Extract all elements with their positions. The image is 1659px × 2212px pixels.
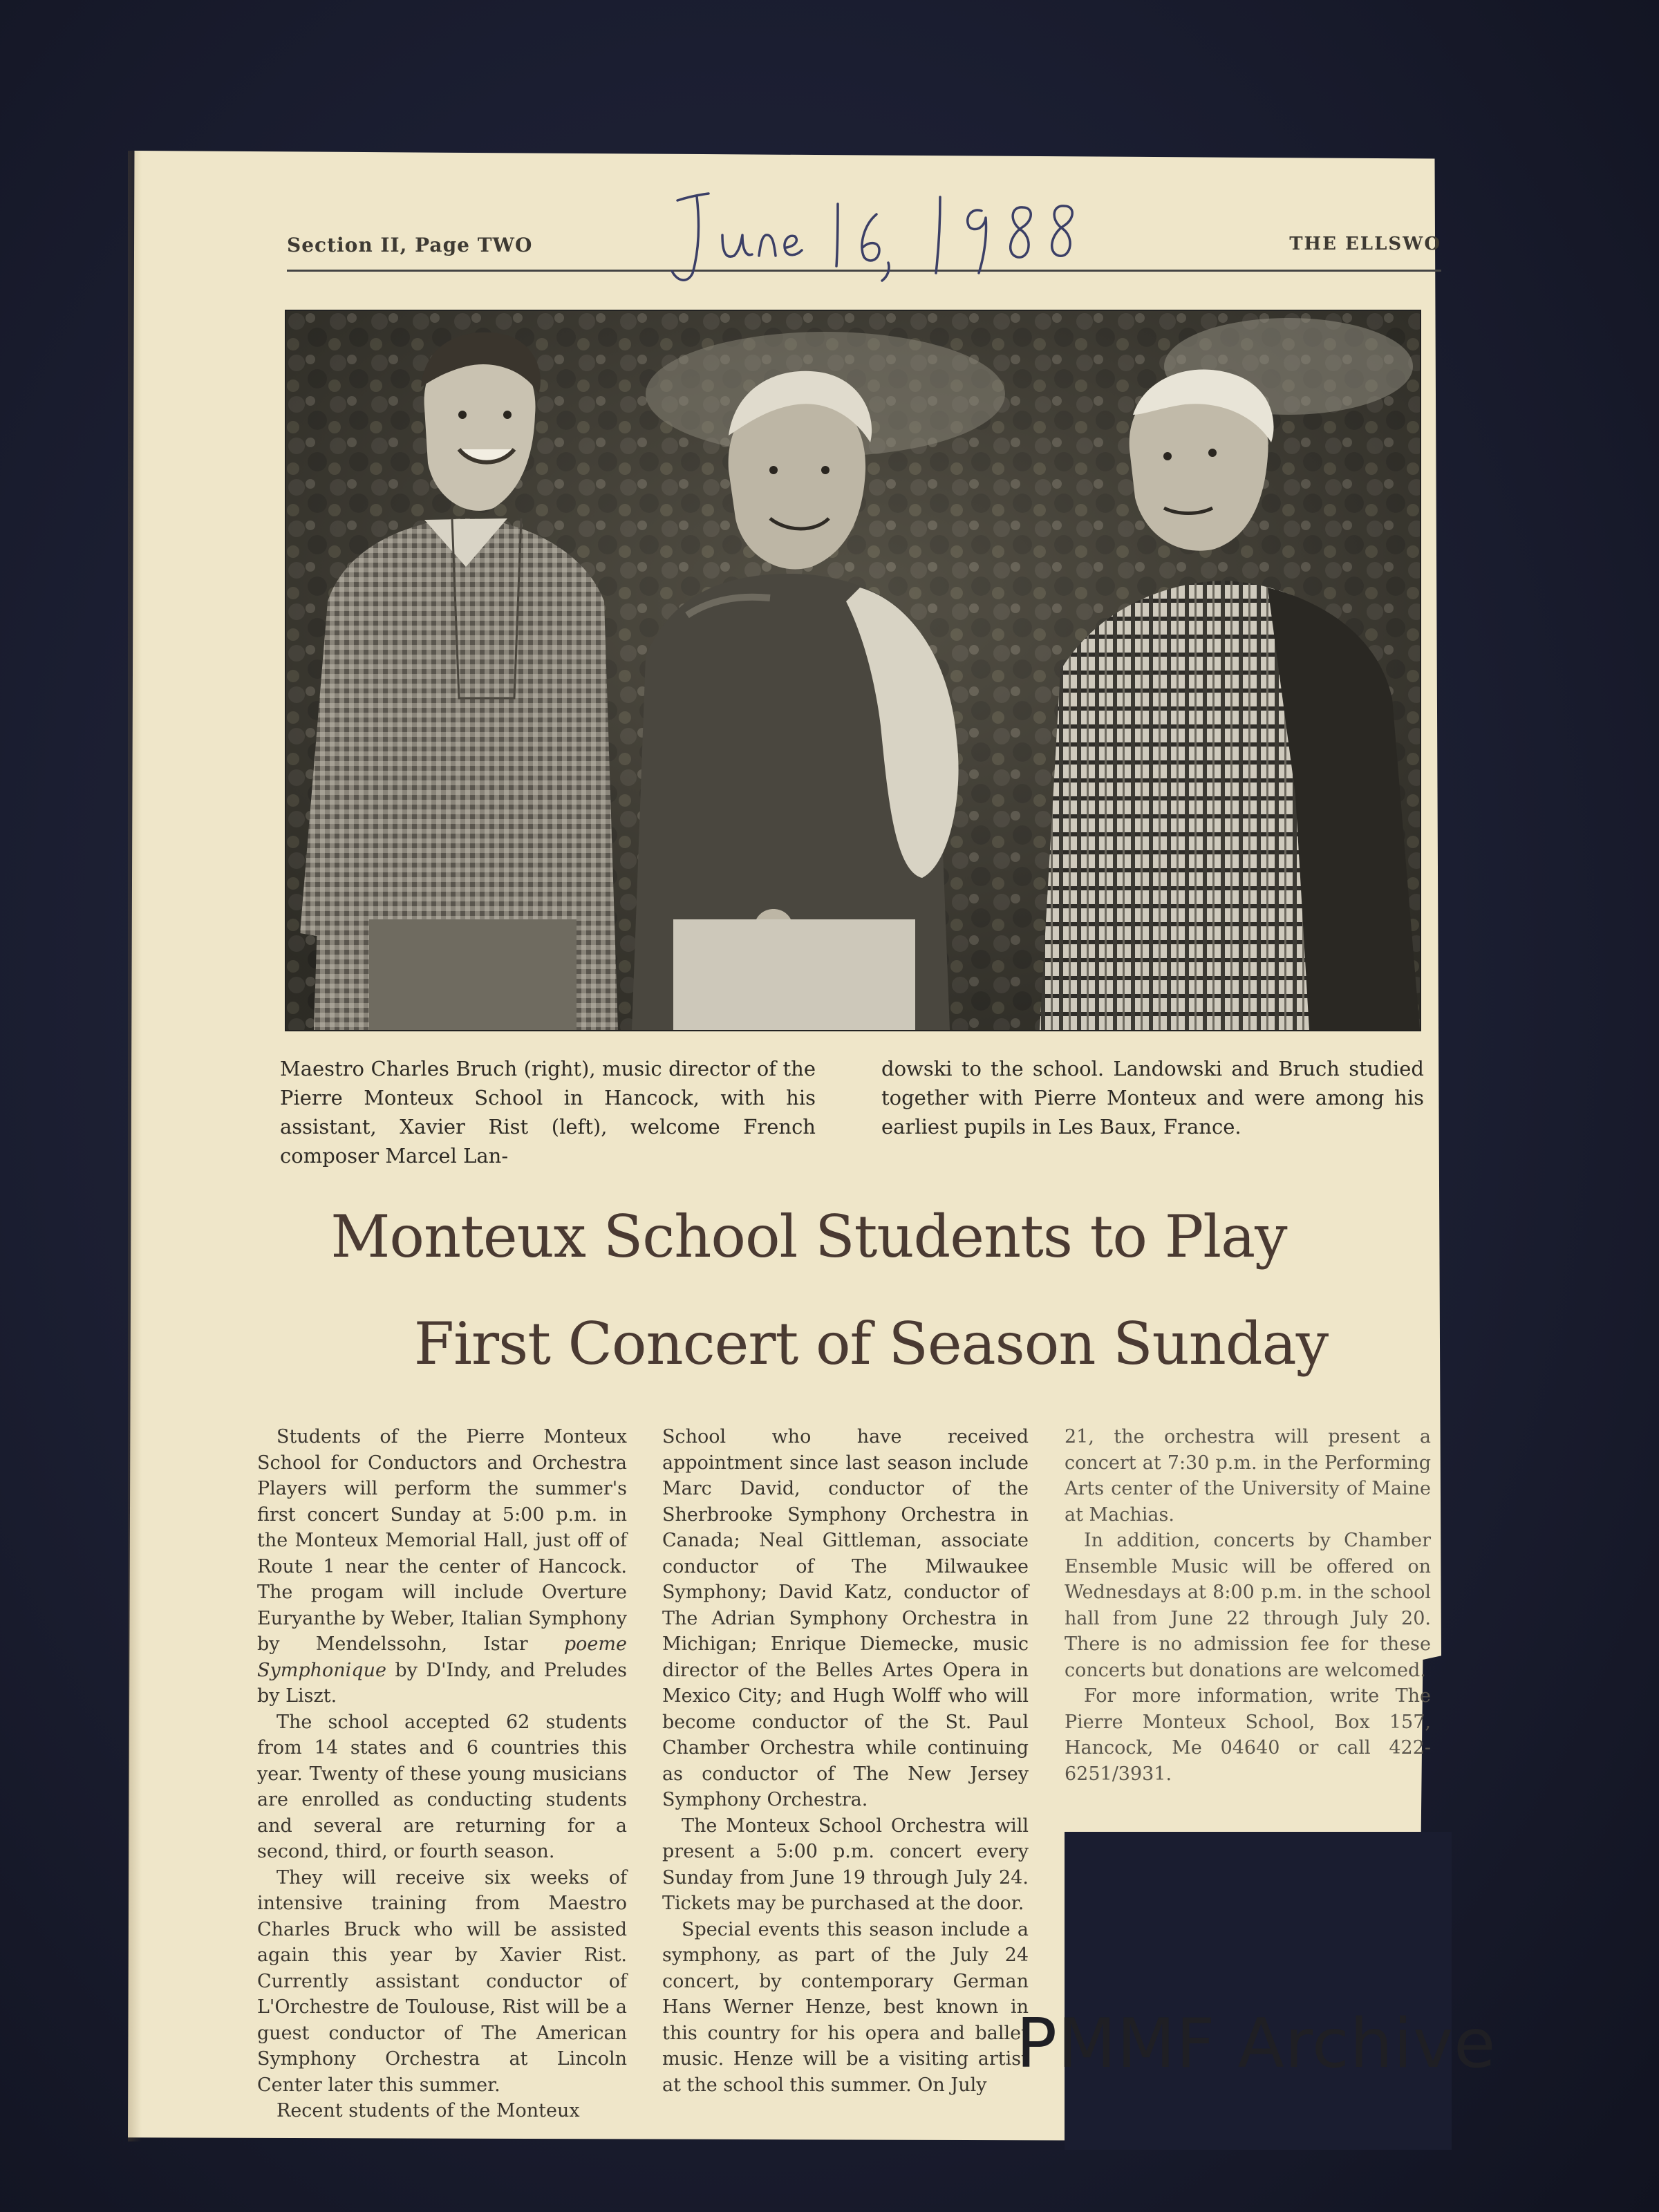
article-paragraph — [257, 1424, 627, 1709]
article-column-2 — [662, 1424, 1029, 2098]
article-text: Students of the Pierre Monteux School for Conductors and Orchestra Players will perform the summer's first concert Sunday at 5:00 p.m. in the Monteux Memorial Hall, just off of Route 1 near the center of Hancock. The progam will include Overture Euryanthe by Weber, Italian Symphony by Mendelssohn, Istar — [257, 1426, 627, 1655]
article-paragraph: Special events this season include a symphony, as part of the July 24 concert, by contemporary German Hans Werner Henze, best known in this country for his opera and ballet music. Henze will be a visiting artist at the school this summer. On July — [662, 1918, 1029, 2096]
photo-caption-right: dowski to the school. Landowski and Bruch studied together with Pierre Monteux and were among his earliest pupils in Les Baux, France. — [881, 1057, 1424, 1138]
article-column-1 — [257, 1424, 627, 2124]
article-paragraph: The Monteux School Orchestra will present a 5:00 p.m. concert every Sunday from June 19 through July 24. Tickets may be purchased at the door. — [662, 1815, 1029, 1914]
article-text: by D'Indy, and Preludes by Liszt. — [257, 1659, 627, 1707]
photo-illustration — [286, 311, 1420, 1030]
article-paragraph: For more information, write The Pierre Monteux School, Box 157, Hancock, Me 04640 or call 422-6251/3931. — [1065, 1685, 1431, 1785]
masthead-fragment: THE ELLSWO — [1289, 234, 1441, 254]
clipping-edge-shadow — [128, 151, 142, 2141]
handwritten-date — [657, 187, 1085, 290]
archive-watermark: PMMF Archive — [1016, 2005, 1497, 2083]
photo-three-men — [285, 310, 1421, 1031]
article-paragraph: School who have received appointment since last season include Marc David, conductor of the Sherbrooke Symphony Orchestra in Canada; Neal Gittleman, associate conductor of The Milwaukee Symphony; David Katz, conductor of The Adrian Symphony Orchestra in Michigan; Enrique Diemecke, music director of the Belles Artes Opera in Mexico City; and Hugh Wolff who will become conductor of the St. Paul Chamber Orchestra while continuing as conductor of The New Jersey Symphony Orchestra. — [662, 1426, 1029, 1810]
article-paragraph: 21, the orchestra will present a concert at 7:30 p.m. in the Performing Arts center of the University of Maine at Machias. — [1065, 1426, 1431, 1526]
article-paragraph: In addition, concerts by Chamber Ensemble Music will be offered on Wednesdays at 8:00 p.m. in the school hall from June 22 through July 20. There is no admission fee for these concerts but donations are welcomed. — [1065, 1530, 1431, 1681]
article-paragraph: Recent students of the Monteux — [276, 2100, 580, 2121]
article-paragraph: The school accepted 62 students from 14 states and 6 countries this year. Twenty of these young musicians are enrolled as conducting students and several are returning for a second, third, or fourth season. — [257, 1711, 627, 1862]
photo-caption-left: Maestro Charles Bruch (right), music director of the Pierre Monteux School in Hancock, with his assistant, Xavier Rist (left), welcome French composer Marcel Lan- — [280, 1057, 816, 1168]
torn-corner — [1065, 1832, 1452, 2150]
headline-line-2: First Concert of Season Sunday — [413, 1310, 1329, 1378]
section-label: Section II, Page TWO — [287, 234, 533, 256]
handwritten-date-signature — [657, 187, 1085, 290]
article-paragraph: They will receive six weeks of intensive training from Maestro Charles Bruck who will be assisted again this year by Xavier Rist. Currently assistant conductor of L'Orchestre de Toulouse, Rist will be a guest conductor of The American Symphony Orchestra at Lincoln Center later this summer. — [257, 1866, 627, 2096]
article-column-3 — [1065, 1424, 1431, 1787]
headline-line-1: Monteux School Students to Play — [330, 1203, 1287, 1271]
article-italic-title: poeme Symphonique — [257, 1633, 627, 1681]
